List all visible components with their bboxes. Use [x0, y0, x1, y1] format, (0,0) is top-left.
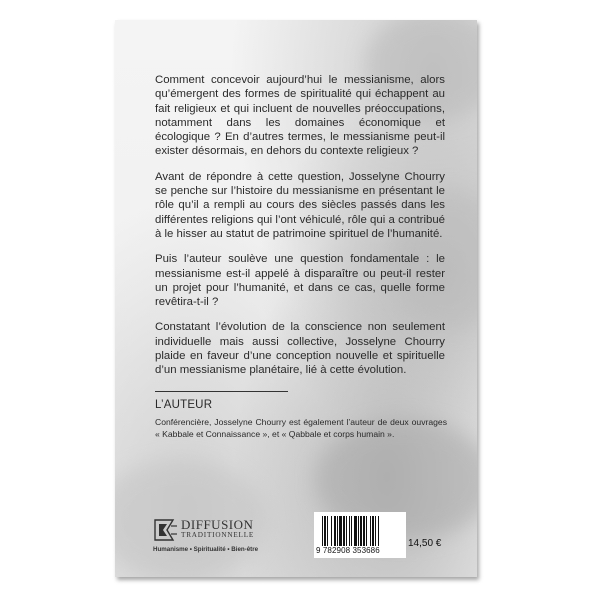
publisher-name: DIFFUSION — [181, 517, 254, 532]
barcode-bar — [331, 516, 332, 546]
barcode-bar — [337, 516, 338, 546]
barcode-bar — [324, 516, 326, 546]
barcode-bar — [343, 516, 345, 546]
barcode-bar — [370, 516, 371, 546]
section-divider — [155, 391, 288, 392]
barcode-bar — [372, 516, 374, 546]
publisher-tagline: Humanisme • Spiritualité • Bien-être — [153, 546, 259, 553]
barcode-bar — [358, 516, 359, 546]
blurb-paragraph-1: Comment concevoir aujourd’hui le messianisme, alors qu’émergent des formes de spiritualité qui échappent au fait religieux et qui incluent de nouvelles préoccupations, notamment dans les domaines économique et écologique ? En d’autres termes, le messianisme peut-il exister désormais, en dehors du contexte religieux ? — [155, 74, 445, 158]
barcode-bar — [360, 516, 362, 546]
publisher-block — [153, 516, 273, 558]
barcode-bar — [378, 516, 379, 546]
author-bio: Conférencière, Josselyne Chourry est également l’auteur de deux ouvrages « Kabbale et Connaissance », et « Qabbale et corps humain ». — [155, 417, 447, 439]
barcode-bar — [346, 516, 347, 546]
barcode-digits: 9 782908 353686 — [316, 546, 380, 555]
barcode-bar — [366, 516, 367, 546]
barcode-bar — [363, 516, 365, 546]
blurb-paragraph-4: Constatant l’évolution de la conscience non seulement individuelle mais aussi collective, Josselyne Chourry plaide en faveur d’une conception nouvelle et spirituelle d’un messianisme planétaire, lié à cette évolution. — [155, 321, 445, 377]
barcode-bar — [322, 516, 323, 546]
author-heading: L’AUTEUR — [155, 399, 213, 411]
barcode-bar — [375, 516, 376, 546]
barcode — [314, 512, 406, 558]
barcode-bar — [354, 516, 357, 546]
blurb-paragraph-2: Avant de répondre à cette question, Josselyne Chourry se penche sur l’histoire du messianisme en présentant le rôle qu’il a rempli au cours des siècles passés dans les différentes religions qui l’ont véhiculé, rôle qui a contribué à le hisser au statut de patrimoine spirituel de l’humanité. — [155, 170, 445, 240]
barcode-bar — [349, 516, 350, 546]
barcode-bar — [339, 516, 342, 546]
publisher-subname: TRADITIONNELLE — [181, 531, 255, 539]
barcode-bars — [322, 516, 402, 546]
blurb-paragraph-3: Puis l’auteur soulève une question fondamentale : le messianisme est-il appelé à disparaître ou peut-il rester un projet pour l’humanité, et dans ce cas, quelle forme revêtira-t-il ? — [155, 253, 445, 309]
blurb-text — [155, 73, 445, 389]
price-label: 14,50 € — [408, 538, 442, 549]
barcode-bar — [351, 516, 352, 546]
publisher-logo-icon — [153, 516, 179, 546]
book-back-cover — [115, 20, 477, 577]
barcode-bar — [327, 516, 328, 546]
barcode-bar — [334, 516, 336, 546]
